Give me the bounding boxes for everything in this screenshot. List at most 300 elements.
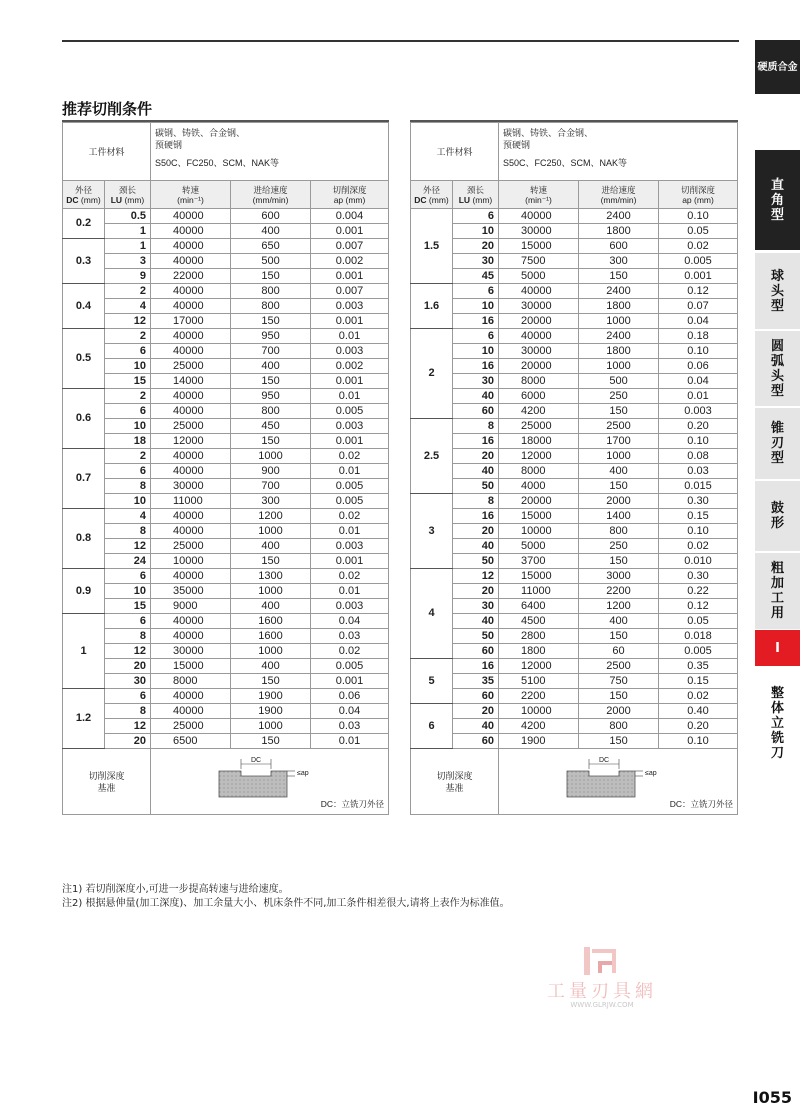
speed-cell: 40000 — [151, 689, 231, 704]
header-feed: 进给速度 (mm/min) — [231, 181, 311, 209]
depth-cell: 0.20 — [659, 419, 738, 434]
table-row — [411, 524, 738, 539]
table-row — [411, 689, 738, 704]
depth-cell: 0.007 — [311, 284, 389, 299]
side-tab[interactable] — [755, 330, 800, 406]
depth-cell: 0.002 — [311, 254, 389, 269]
speed-cell: 5000 — [499, 269, 579, 284]
feed-cell: 2200 — [579, 584, 659, 599]
speed-cell: 4200 — [499, 404, 579, 419]
table-row — [411, 509, 738, 524]
feed-cell: 600 — [579, 239, 659, 254]
lu-cell: 8 — [453, 494, 499, 509]
speed-cell: 12000 — [151, 434, 231, 449]
depth-reference-diagram — [499, 749, 738, 815]
depth-cell: 0.10 — [659, 209, 738, 224]
side-tab-label: 锥刃型 — [770, 421, 784, 466]
speed-cell: 11000 — [151, 494, 231, 509]
table-row — [63, 554, 389, 569]
lu-cell: 6 — [105, 404, 151, 419]
lu-cell: 2 — [105, 449, 151, 464]
speed-cell: 40000 — [499, 284, 579, 299]
depth-cell: 0.10 — [659, 344, 738, 359]
depth-cell: 0.015 — [659, 479, 738, 494]
table-row — [63, 614, 389, 629]
depth-cell: 0.30 — [659, 494, 738, 509]
depth-cell: 0.005 — [311, 404, 389, 419]
feed-cell: 1700 — [579, 434, 659, 449]
lu-cell: 4 — [105, 509, 151, 524]
lu-cell: 10 — [105, 494, 151, 509]
speed-cell: 5000 — [499, 539, 579, 554]
depth-cell: 0.08 — [659, 449, 738, 464]
dc-cell: 1.6 — [411, 284, 453, 329]
feed-cell: 1000 — [231, 644, 311, 659]
table-row — [63, 374, 389, 389]
watermark-url: WWW.GLRJW.COM — [570, 1001, 634, 1009]
depth-cell: 0.05 — [659, 224, 738, 239]
depth-cell: 0.02 — [659, 689, 738, 704]
speed-cell: 11000 — [499, 584, 579, 599]
depth-cell: 0.20 — [659, 719, 738, 734]
table-row — [411, 554, 738, 569]
material-line-3: S50C、FC250、SCM、NAK等 — [155, 158, 280, 168]
depth-cell: 0.07 — [659, 299, 738, 314]
feed-cell: 150 — [579, 734, 659, 749]
material-line-1: 碳钢、铸铁、合金钢、 — [155, 128, 246, 138]
table-row — [411, 674, 738, 689]
table-row — [411, 494, 738, 509]
lu-cell: 6 — [453, 209, 499, 224]
table-row — [411, 209, 738, 224]
depth-cell: 0.18 — [659, 329, 738, 344]
lu-cell: 2 — [105, 389, 151, 404]
table-row — [411, 254, 738, 269]
lu-cell: 30 — [453, 254, 499, 269]
speed-cell: 20000 — [499, 359, 579, 374]
side-category-label: 硬质合金 — [757, 61, 798, 73]
dc-cell: 0.9 — [63, 569, 105, 614]
speed-cell: 15000 — [499, 239, 579, 254]
dc-cell: 3 — [411, 494, 453, 569]
dc-cell: 0.7 — [63, 449, 105, 509]
table-row — [411, 584, 738, 599]
depth-cell: 0.10 — [659, 524, 738, 539]
depth-cell: 0.03 — [311, 719, 389, 734]
lu-cell: 20 — [453, 584, 499, 599]
lu-cell: 12 — [105, 314, 151, 329]
lu-cell: 40 — [453, 539, 499, 554]
table-row — [411, 359, 738, 374]
lu-cell: 60 — [453, 689, 499, 704]
feed-cell: 800 — [231, 299, 311, 314]
side-tab-label: 直角型 — [770, 177, 784, 223]
depth-cell: 0.15 — [659, 674, 738, 689]
side-tab-label: 整体立铣刀 — [770, 685, 784, 761]
lu-cell: 16 — [453, 359, 499, 374]
feed-cell: 3000 — [579, 569, 659, 584]
speed-cell: 17000 — [151, 314, 231, 329]
table-row — [411, 449, 738, 464]
depth-cell: 0.01 — [311, 329, 389, 344]
speed-cell: 10000 — [499, 704, 579, 719]
table-row — [63, 434, 389, 449]
notes — [62, 883, 510, 911]
table-row — [411, 539, 738, 554]
depth-cell: 0.06 — [311, 689, 389, 704]
speed-cell: 15000 — [151, 659, 231, 674]
table-row — [63, 644, 389, 659]
feed-cell: 2000 — [579, 494, 659, 509]
table-row — [63, 539, 389, 554]
depth-cell: 0.02 — [311, 569, 389, 584]
depth-cell: 0.40 — [659, 704, 738, 719]
diagram-dc-label: DC — [251, 757, 262, 764]
lu-cell: 9 — [105, 269, 151, 284]
feed-cell: 500 — [231, 254, 311, 269]
lu-cell: 10 — [105, 419, 151, 434]
table-row — [63, 404, 389, 419]
depth-cell: 0.05 — [659, 614, 738, 629]
speed-cell: 12000 — [499, 659, 579, 674]
depth-cell: 0.003 — [311, 599, 389, 614]
feed-cell: 600 — [231, 209, 311, 224]
table-row — [411, 659, 738, 674]
feed-cell: 150 — [231, 269, 311, 284]
feed-cell: 400 — [231, 539, 311, 554]
side-tab[interactable] — [755, 150, 800, 250]
depth-reference-label: 切削深度 基准 — [63, 749, 151, 815]
lu-cell: 12 — [105, 719, 151, 734]
depth-cell: 0.02 — [659, 539, 738, 554]
lu-cell: 2 — [105, 284, 151, 299]
speed-cell: 25000 — [151, 539, 231, 554]
table-row — [411, 299, 738, 314]
speed-cell: 25000 — [499, 419, 579, 434]
material-description — [151, 123, 389, 181]
endmill-depth-icon — [559, 755, 679, 799]
lu-cell: 6 — [105, 569, 151, 584]
dc-cell: 6 — [411, 704, 453, 749]
speed-cell: 35000 — [151, 584, 231, 599]
depth-cell: 0.005 — [311, 659, 389, 674]
depth-cell: 0.02 — [659, 239, 738, 254]
feed-cell: 800 — [579, 719, 659, 734]
feed-cell: 300 — [579, 254, 659, 269]
lu-cell: 15 — [105, 374, 151, 389]
side-tab-label: 粗加工用 — [770, 561, 784, 621]
speed-cell: 20000 — [499, 314, 579, 329]
depth-cell: 0.04 — [311, 704, 389, 719]
material-line-1: 碳钢、铸铁、合金钢、 — [503, 128, 594, 138]
lu-cell: 6 — [453, 284, 499, 299]
lu-cell: 60 — [453, 644, 499, 659]
lu-cell: 4 — [105, 299, 151, 314]
feed-cell: 1800 — [579, 344, 659, 359]
lu-cell: 16 — [453, 434, 499, 449]
feed-cell: 2500 — [579, 659, 659, 674]
feed-cell: 1800 — [579, 224, 659, 239]
dc-cell: 5 — [411, 659, 453, 704]
table-row — [63, 239, 389, 254]
depth-cell: 0.02 — [311, 509, 389, 524]
depth-cell: 0.005 — [311, 494, 389, 509]
feed-cell: 400 — [231, 599, 311, 614]
speed-cell: 15000 — [499, 509, 579, 524]
table-row — [411, 434, 738, 449]
header-speed: 转速 (min⁻¹) — [499, 181, 579, 209]
table-row — [63, 719, 389, 734]
table-row — [411, 614, 738, 629]
lu-cell: 60 — [453, 404, 499, 419]
feed-cell: 800 — [231, 284, 311, 299]
speed-cell: 40000 — [151, 344, 231, 359]
lu-cell: 6 — [105, 464, 151, 479]
lu-cell: 20 — [453, 449, 499, 464]
dc-cell: 2 — [411, 329, 453, 419]
depth-cell: 0.22 — [659, 584, 738, 599]
feed-cell: 2500 — [579, 419, 659, 434]
lu-cell: 16 — [453, 314, 499, 329]
speed-cell: 8000 — [499, 464, 579, 479]
lu-cell: 10 — [105, 359, 151, 374]
side-tab[interactable] — [755, 480, 800, 551]
side-category-tab[interactable] — [755, 40, 800, 94]
table-row — [63, 629, 389, 644]
speed-cell: 30000 — [499, 224, 579, 239]
lu-cell: 8 — [105, 524, 151, 539]
table-row — [411, 224, 738, 239]
depth-cell: 0.001 — [311, 674, 389, 689]
table-row — [411, 599, 738, 614]
material-label: 工件材料 — [63, 123, 151, 181]
table-row — [63, 569, 389, 584]
table-row — [411, 344, 738, 359]
speed-cell: 18000 — [499, 434, 579, 449]
feed-cell: 150 — [231, 674, 311, 689]
feed-cell: 1600 — [231, 629, 311, 644]
depth-cell: 0.10 — [659, 734, 738, 749]
feed-cell: 150 — [231, 314, 311, 329]
depth-cell: 0.02 — [311, 644, 389, 659]
material-line-3: S50C、FC250、SCM、NAK等 — [503, 158, 628, 168]
side-tab-label: 圆弧头型 — [770, 338, 784, 399]
table-row — [63, 509, 389, 524]
lu-cell: 35 — [453, 674, 499, 689]
feed-cell: 950 — [231, 389, 311, 404]
lu-cell: 10 — [453, 344, 499, 359]
lu-cell: 0.5 — [105, 209, 151, 224]
feed-cell: 1800 — [579, 299, 659, 314]
table-row — [63, 314, 389, 329]
header-feed: 进给速度 (mm/min) — [579, 181, 659, 209]
lu-cell: 6 — [105, 689, 151, 704]
speed-cell: 7500 — [499, 254, 579, 269]
side-tab[interactable] — [755, 552, 800, 629]
table-row — [63, 389, 389, 404]
depth-cell: 0.12 — [659, 284, 738, 299]
feed-cell: 1900 — [231, 689, 311, 704]
speed-cell: 40000 — [151, 224, 231, 239]
speed-cell: 40000 — [151, 254, 231, 269]
table-row — [63, 359, 389, 374]
feed-cell: 2400 — [579, 284, 659, 299]
depth-cell: 0.001 — [311, 224, 389, 239]
depth-cell: 0.04 — [311, 614, 389, 629]
table-row — [63, 209, 389, 224]
speed-cell: 4200 — [499, 719, 579, 734]
dc-cell: 1 — [63, 614, 105, 689]
speed-cell: 25000 — [151, 719, 231, 734]
dc-cell: 1.2 — [63, 689, 105, 749]
speed-cell: 40000 — [151, 449, 231, 464]
depth-cell: 0.003 — [311, 539, 389, 554]
side-tab[interactable] — [755, 252, 800, 329]
feed-cell: 1900 — [231, 704, 311, 719]
depth-cell: 0.001 — [311, 314, 389, 329]
speed-cell: 6400 — [499, 599, 579, 614]
depth-cell: 0.03 — [659, 464, 738, 479]
header-lu: 颈长 LU (mm) — [105, 181, 151, 209]
speed-cell: 40000 — [151, 329, 231, 344]
table-row — [411, 314, 738, 329]
feed-cell: 400 — [231, 224, 311, 239]
watermark-text: 工量刃具網 — [547, 981, 657, 1002]
feed-cell: 1000 — [231, 524, 311, 539]
speed-cell: 15000 — [499, 569, 579, 584]
header-dc: 外径 DC (mm) — [63, 181, 105, 209]
feed-cell: 1000 — [579, 449, 659, 464]
lu-cell: 6 — [453, 329, 499, 344]
table-row — [411, 374, 738, 389]
table-row — [63, 344, 389, 359]
feed-cell: 150 — [231, 734, 311, 749]
depth-cell: 0.018 — [659, 629, 738, 644]
feed-cell: 2400 — [579, 209, 659, 224]
lu-cell: 24 — [105, 554, 151, 569]
feed-cell: 800 — [231, 404, 311, 419]
header-speed: 转速 (min⁻¹) — [151, 181, 231, 209]
diagram-note: DC：立铣刀外径 — [320, 799, 384, 809]
depth-cell: 0.01 — [311, 464, 389, 479]
speed-cell: 40000 — [151, 239, 231, 254]
table-row — [63, 584, 389, 599]
speed-cell: 30000 — [151, 644, 231, 659]
table-row — [411, 404, 738, 419]
depth-reference-label: 切削深度 基准 — [411, 749, 499, 815]
speed-cell: 1800 — [499, 644, 579, 659]
lu-cell: 30 — [105, 674, 151, 689]
table-row — [411, 629, 738, 644]
table-row — [411, 329, 738, 344]
side-tab[interactable] — [755, 668, 800, 778]
speed-cell: 12000 — [499, 449, 579, 464]
speed-cell: 10000 — [151, 554, 231, 569]
feed-cell: 500 — [579, 374, 659, 389]
depth-cell: 0.010 — [659, 554, 738, 569]
table-row — [63, 494, 389, 509]
table-row — [411, 479, 738, 494]
speed-cell: 30000 — [151, 479, 231, 494]
lu-cell: 10 — [105, 584, 151, 599]
lu-cell: 12 — [453, 569, 499, 584]
side-tab-label: 球头型 — [770, 268, 784, 314]
speed-cell: 2200 — [499, 689, 579, 704]
cutting-conditions-table-right — [410, 122, 738, 815]
side-tab[interactable] — [755, 630, 800, 666]
speed-cell: 2800 — [499, 629, 579, 644]
table-row — [63, 599, 389, 614]
lu-cell: 8 — [453, 419, 499, 434]
dc-cell: 2.5 — [411, 419, 453, 494]
feed-cell: 1000 — [231, 449, 311, 464]
table-row — [63, 299, 389, 314]
lu-cell: 2 — [105, 329, 151, 344]
depth-cell: 0.001 — [311, 434, 389, 449]
feed-cell: 400 — [579, 464, 659, 479]
feed-cell: 60 — [579, 644, 659, 659]
feed-cell: 150 — [579, 689, 659, 704]
depth-cell: 0.001 — [311, 269, 389, 284]
speed-cell: 9000 — [151, 599, 231, 614]
feed-cell: 2000 — [579, 704, 659, 719]
table-row — [63, 524, 389, 539]
dc-cell: 0.6 — [63, 389, 105, 449]
dc-cell: 1.5 — [411, 209, 453, 284]
depth-cell: 0.04 — [659, 314, 738, 329]
depth-cell: 0.007 — [311, 239, 389, 254]
side-tab-label: 鼓形 — [770, 501, 784, 531]
lu-cell: 20 — [453, 704, 499, 719]
table-row — [63, 674, 389, 689]
speed-cell: 40000 — [499, 329, 579, 344]
table-row — [63, 449, 389, 464]
depth-cell: 0.15 — [659, 509, 738, 524]
depth-cell: 0.01 — [311, 524, 389, 539]
speed-cell: 40000 — [499, 209, 579, 224]
depth-cell: 0.01 — [659, 389, 738, 404]
dc-cell: 0.4 — [63, 284, 105, 329]
lu-cell: 16 — [453, 509, 499, 524]
depth-cell: 0.003 — [659, 404, 738, 419]
speed-cell: 5100 — [499, 674, 579, 689]
diagram-ap-label: ≤ap — [645, 770, 657, 777]
feed-cell: 1200 — [231, 509, 311, 524]
lu-cell: 20 — [453, 524, 499, 539]
table-row — [411, 644, 738, 659]
speed-cell: 4500 — [499, 614, 579, 629]
feed-cell: 400 — [231, 359, 311, 374]
lu-cell: 1 — [105, 224, 151, 239]
table-row — [63, 734, 389, 749]
side-tab[interactable] — [755, 407, 800, 479]
table-row — [411, 389, 738, 404]
feed-cell: 900 — [231, 464, 311, 479]
watermark — [532, 945, 672, 1015]
page-number: I055 — [752, 1088, 792, 1107]
table-row — [411, 719, 738, 734]
depth-cell: 0.10 — [659, 434, 738, 449]
lu-cell: 16 — [453, 659, 499, 674]
speed-cell: 14000 — [151, 374, 231, 389]
header-lu: 颈长 LU (mm) — [453, 181, 499, 209]
feed-cell: 400 — [231, 659, 311, 674]
depth-cell: 0.01 — [311, 584, 389, 599]
note-1: 注1) 若切削深度小,可进一步提高转速与进给速度。 — [62, 884, 289, 895]
depth-cell: 0.005 — [659, 644, 738, 659]
speed-cell: 40000 — [151, 509, 231, 524]
depth-cell: 0.003 — [311, 299, 389, 314]
